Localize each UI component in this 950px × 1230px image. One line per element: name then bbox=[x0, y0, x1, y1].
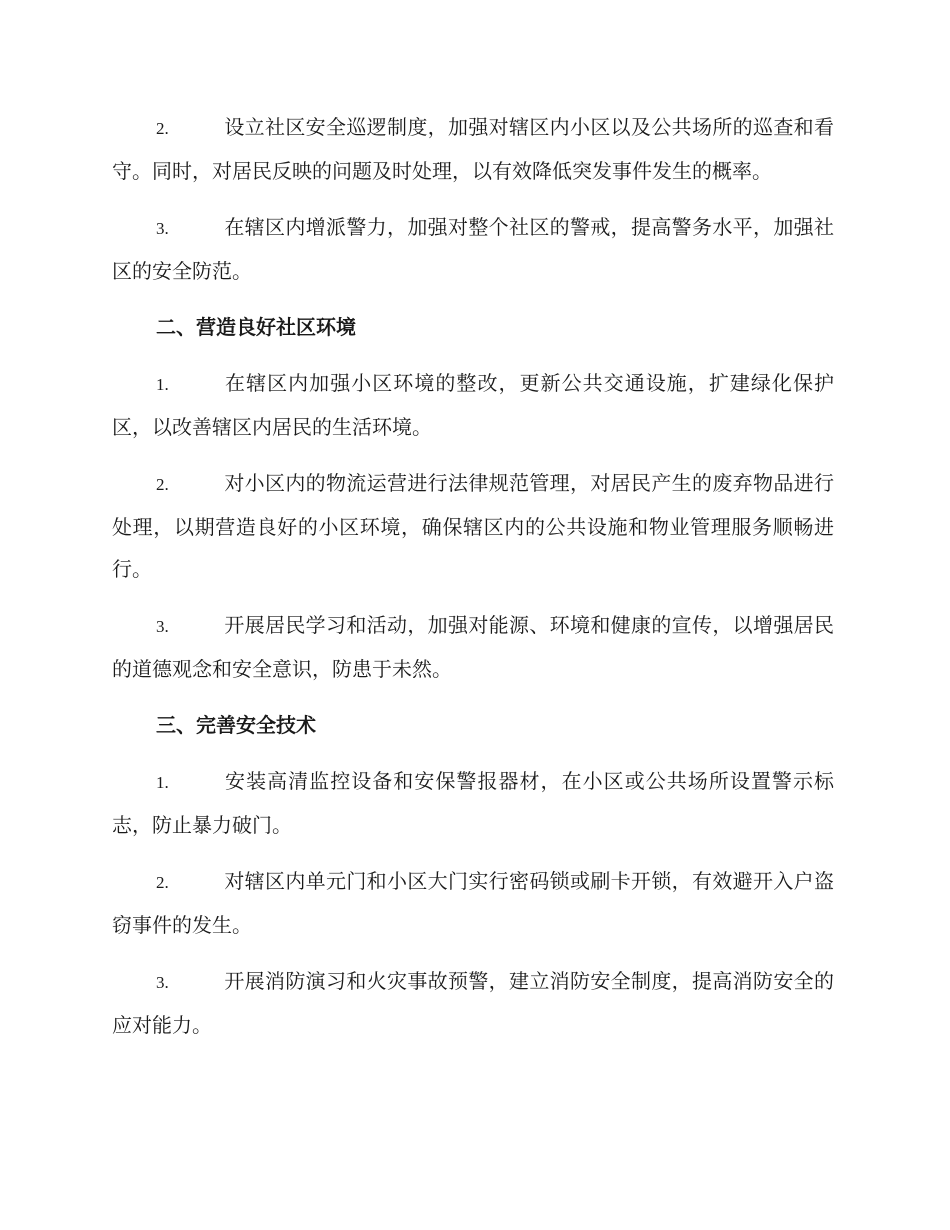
list-item bbox=[112, 362, 834, 448]
item-number: 2. bbox=[156, 873, 169, 892]
list-item bbox=[112, 206, 834, 292]
item-text: 在辖区内增派警力，加强对整个社区的警戒，提高警务水平，加强社区的安全防范。 bbox=[112, 215, 834, 283]
list-item bbox=[112, 106, 834, 192]
list-item bbox=[112, 604, 834, 690]
item-text: 在辖区内加强小区环境的整改，更新公共交通设施，扩建绿化保护区，以改善辖区内居民的生活环境。 bbox=[112, 371, 834, 439]
document-body bbox=[112, 106, 834, 1060]
list-item bbox=[112, 462, 834, 590]
section-heading: 二、营造良好社区环境 bbox=[156, 315, 356, 339]
item-number: 2. bbox=[156, 119, 169, 138]
item-text: 开展居民学习和活动，加强对能源、环境和健康的宣传，以增强居民的道德观念和安全意识，防患于未然。 bbox=[112, 613, 834, 681]
item-number: 3. bbox=[156, 219, 169, 238]
item-number: 2. bbox=[156, 475, 169, 494]
list-item bbox=[112, 960, 834, 1046]
item-text: 设立社区安全巡逻制度，加强对辖区内小区以及公共场所的巡查和看守。同时，对居民反映的问题及时处理，以有效降低突发事件发生的概率。 bbox=[112, 115, 834, 183]
item-text: 安装高清监控设备和安保警报器材，在小区或公共场所设置警示标志，防止暴力破门。 bbox=[112, 769, 834, 837]
item-number: 3. bbox=[156, 973, 169, 992]
list-item bbox=[112, 860, 834, 946]
item-number: 1. bbox=[156, 773, 169, 792]
item-text: 开展消防演习和火灾事故预警，建立消防安全制度，提高消防安全的应对能力。 bbox=[112, 969, 834, 1037]
list-item bbox=[112, 760, 834, 846]
item-text: 对辖区内单元门和小区大门实行密码锁或刷卡开锁，有效避开入户盗窃事件的发生。 bbox=[112, 869, 834, 937]
item-number: 3. bbox=[156, 617, 169, 636]
section-heading: 三、完善安全技术 bbox=[156, 713, 316, 737]
item-number: 1. bbox=[156, 375, 169, 394]
item-text: 对小区内的物流运营进行法律规范管理，对居民产生的废弃物品进行处理，以期营造良好的小区环境，确保辖区内的公共设施和物业管理服务顺畅进行。 bbox=[112, 471, 834, 581]
